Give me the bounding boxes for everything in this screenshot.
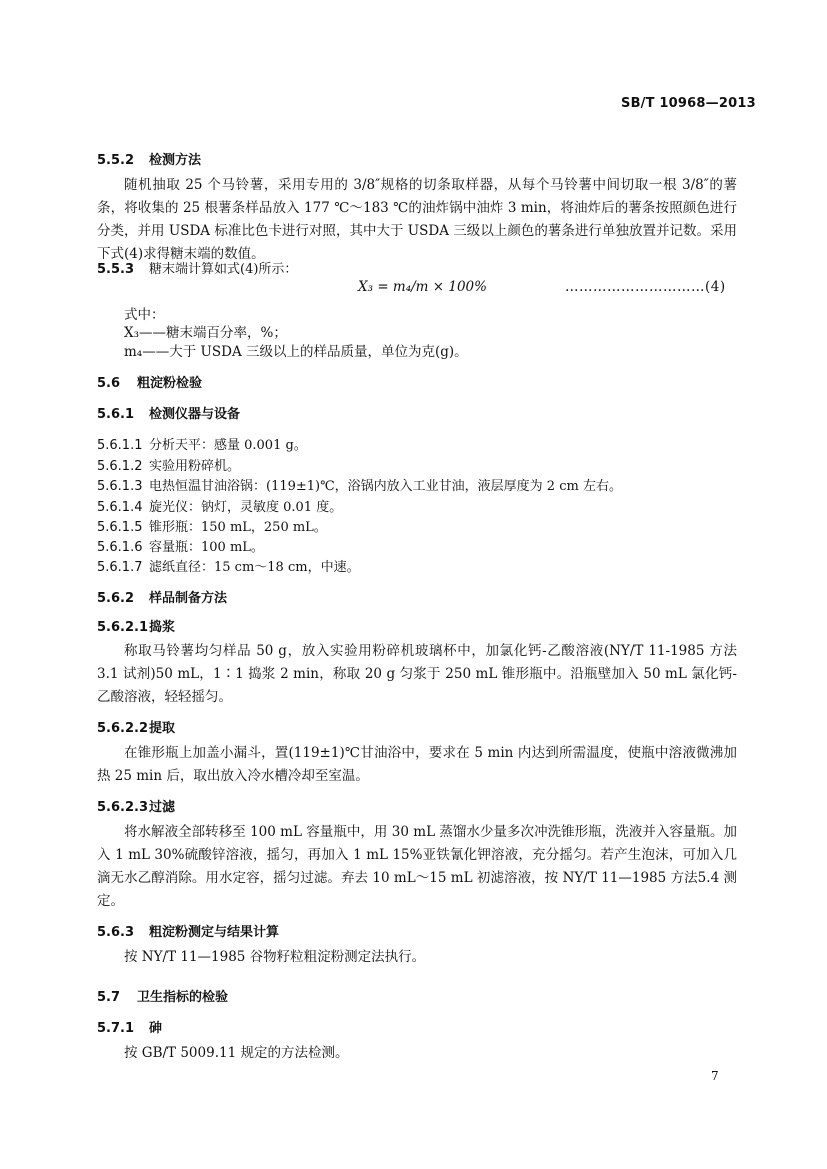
standard-code: SB/T 10968—2013 — [621, 96, 756, 111]
section-number: 5.6 — [97, 376, 121, 391]
paragraph-5-7-1: 按 GB/T 5009.11 规定的方法检测。 — [124, 1045, 349, 1061]
list-item — [97, 536, 264, 555]
heading-5-7 — [97, 986, 228, 1005]
section-number: 5.6.2.3 — [97, 800, 148, 815]
section-number: 5.6.2.2 — [97, 721, 148, 736]
heading-5-5-3 — [97, 258, 297, 277]
item-number: 5.6.1.4 — [97, 500, 143, 515]
item-text: 分析天平：感量 0.001 g。 — [149, 438, 307, 453]
section-title: 过滤 — [149, 800, 176, 815]
section-number: 5.6.2.1 — [97, 620, 148, 635]
item-text: 电热恒温甘油浴锅：(119±1)℃，浴锅内放入工业甘油，液层厚度为 2 cm 左右。 — [149, 479, 622, 494]
heading-5-7-1 — [97, 1017, 162, 1036]
paragraph-5-6-3: 按 NY/T 11—1985 谷物籽粒粗淀粉测定法执行。 — [124, 949, 426, 965]
item-text: 滤纸直径：15 cm～18 cm，中速。 — [149, 560, 360, 575]
where-label: 式中： — [124, 307, 165, 323]
item-number: 5.6.1.6 — [97, 540, 143, 555]
item-text: 容量瓶：100 mL。 — [149, 540, 264, 555]
section-number: 5.6.3 — [97, 925, 135, 940]
item-number: 5.6.1.2 — [97, 459, 143, 474]
page-number: 7 — [711, 1069, 719, 1083]
list-item — [97, 556, 360, 575]
section-number: 5.7.1 — [97, 1021, 135, 1036]
section-title: 检测仪器与设备 — [149, 407, 241, 422]
definition-x3: X₃——糖末端百分率，%； — [124, 325, 287, 341]
heading-5-5-2 — [97, 149, 201, 168]
section-title: 样品制备方法 — [149, 591, 228, 606]
section-number: 5.5.3 — [97, 262, 135, 277]
item-number: 5.6.1.7 — [97, 560, 143, 575]
paragraph-5-6-2-3: 将水解液全部转移至 100 mL 容量瓶中，用 30 mL 蒸馏水少量多次冲洗锥形瓶，洗液并入容量瓶。加入 1 mL 30%硫酸锌溶液，摇匀，再加入 1 mL 15%亚铁氰化钾溶液，充分摇匀。若产生泡沫，可加入几滴无水乙醇消除。用水定容，摇匀过滤。弃去 10 mL～15 mL 初滤溶液，按 NY/T 11—1985 方法5.4 测定。 — [97, 824, 737, 909]
section-title: 检测方法 — [149, 153, 202, 168]
list-item — [97, 434, 307, 453]
section-title: 捣浆 — [149, 620, 176, 635]
formula-number: …………………………(4) — [565, 279, 726, 295]
section-title: 提取 — [149, 721, 176, 736]
paragraph-5-6-2-1: 称取马铃薯均匀样品 50 g，放入实验用粉碎机玻璃杯中，加氯化钙-乙酸溶液(NY/T 11-1985 方法 3.1 试剂)50 mL，1∶1 捣浆 2 min，称取 20 g 匀浆于 250 mL 锥形瓶中。沿瓶壁加入 50 mL 氯化钙-乙酸溶液，轻轻摇匀。 — [97, 643, 737, 705]
heading-5-6-3 — [97, 921, 279, 940]
section-number: 5.6.1 — [97, 407, 135, 422]
heading-5-6-1 — [97, 403, 240, 422]
section-text: 糖末端计算如式(4)所示： — [149, 262, 298, 277]
section-number: 5.7 — [97, 990, 121, 1005]
section-title: 卫生指标的检验 — [137, 990, 229, 1005]
section-number: 5.6.2 — [97, 591, 135, 606]
paragraph-5-5-2: 随机抽取 25 个马铃薯，采用专用的 3/8″规格的切条取样器，从每个马铃薯中间切取一根 3/8″的薯条，将收集的 25 根薯条样品放入 177 ℃～183 ℃的油炸锅中油炸 3 min，将油炸后的薯条按照颜色进行分类，并用 USDA 标准比色卡进行对照，其中大于 USDA 三级以上颜色的薯条进行单独放置并记数。采用下式(4)求得糖末端的数值。 — [97, 177, 737, 262]
item-text: 锥形瓶：150 mL，250 mL。 — [149, 520, 327, 535]
item-number: 5.6.1.1 — [97, 438, 143, 453]
formula-4: X₃ = m₄/m × 100% — [358, 279, 487, 295]
heading-5-6-2-2 — [97, 717, 175, 736]
section-title: 粗淀粉检验 — [137, 376, 203, 391]
heading-5-6 — [97, 372, 202, 391]
definition-m4: m₄——大于 USDA 三级以上的样品质量，单位为克(g)。 — [124, 344, 468, 360]
list-item — [97, 475, 622, 494]
heading-5-6-2-3 — [97, 796, 175, 815]
section-number: 5.5.2 — [97, 153, 135, 168]
item-number: 5.6.1.5 — [97, 520, 143, 535]
heading-5-6-2 — [97, 587, 227, 606]
list-item — [97, 455, 240, 474]
heading-5-6-2-1 — [97, 616, 175, 635]
paragraph-5-6-2-2: 在锥形瓶上加盖小漏斗，置(119±1)℃甘油浴中，要求在 5 min 内达到所需温度，使瓶中溶液微沸加热 25 min 后，取出放入冷水槽冷却至室温。 — [97, 745, 737, 784]
item-number: 5.6.1.3 — [97, 479, 143, 494]
section-title: 砷 — [149, 1021, 163, 1036]
item-text: 实验用粉碎机。 — [149, 459, 241, 474]
section-title: 粗淀粉测定与结果计算 — [149, 925, 280, 940]
list-item — [97, 516, 327, 535]
item-text: 旋光仪：钠灯，灵敏度 0.01 度。 — [149, 500, 343, 515]
list-item — [97, 496, 342, 515]
